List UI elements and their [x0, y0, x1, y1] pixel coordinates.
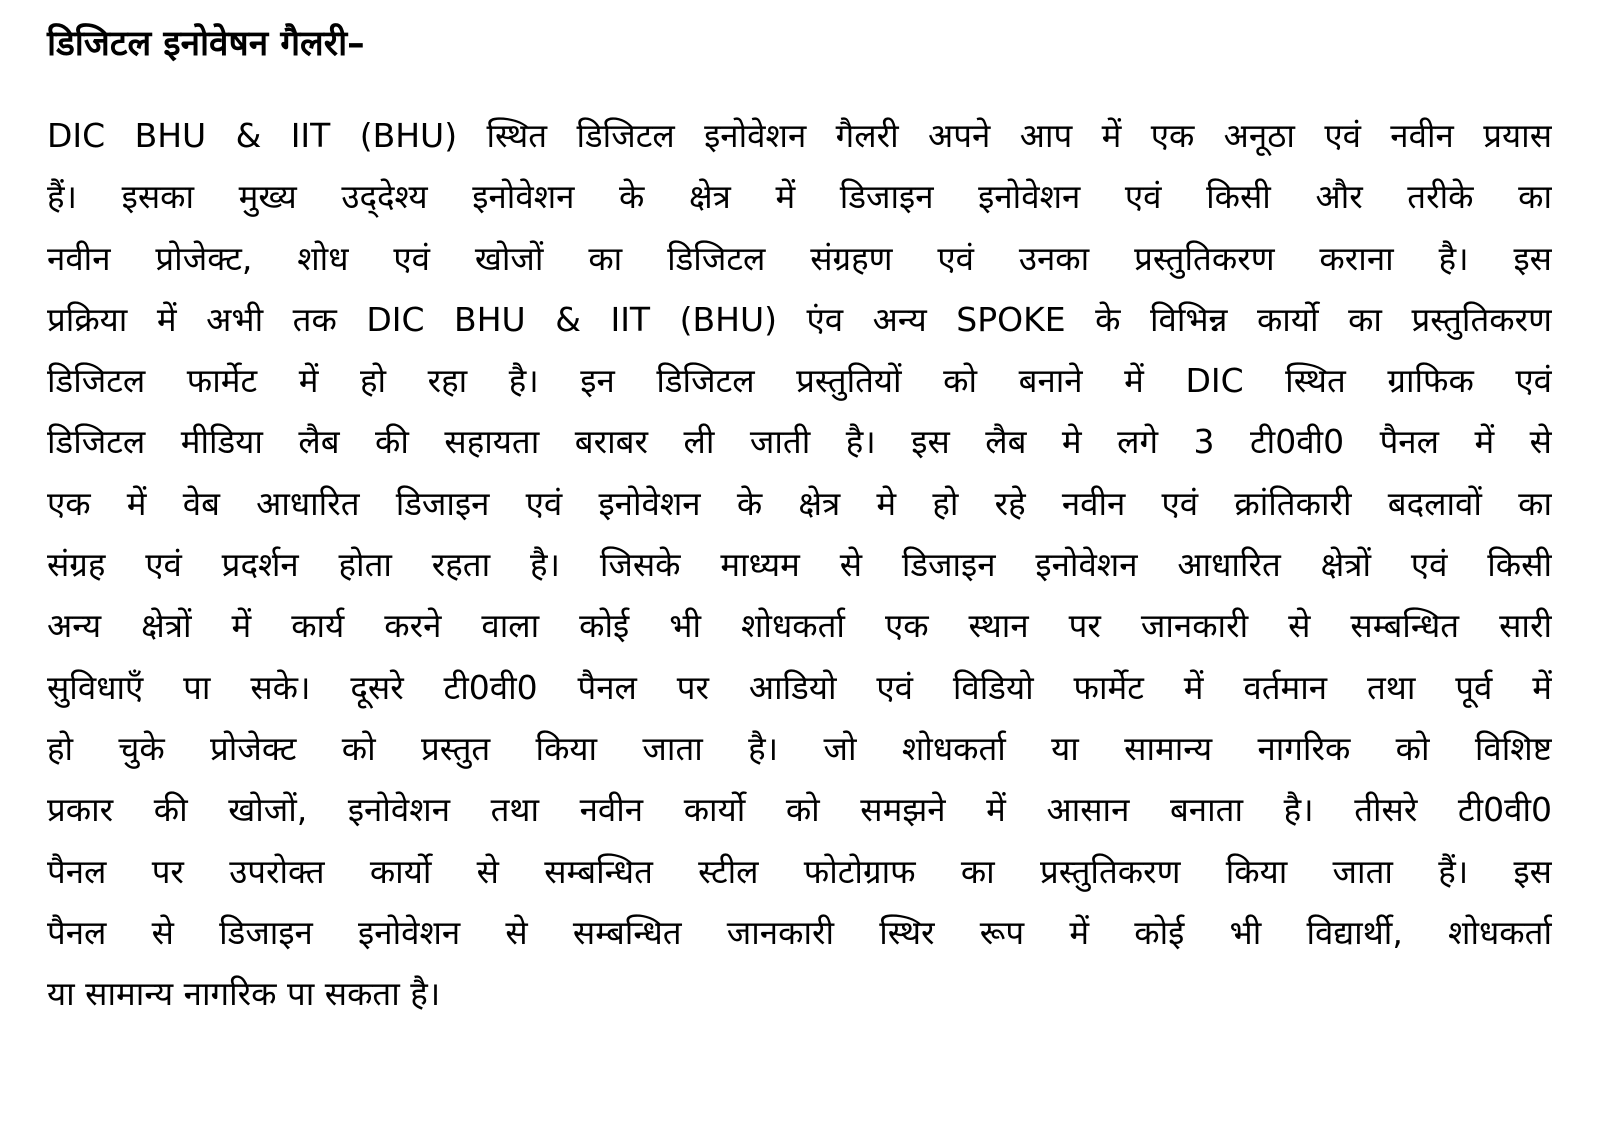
- paragraph-line: डिजिटल मीडिया लैब की सहायता बराबर ली जाती है। इस लैब मे लगे 3 टी0वी0 पैनल में से: [47, 422, 1552, 462]
- body-paragraph: [47, 105, 1552, 1024]
- paragraph-line: पैनल पर उपरोक्त कार्यो से सम्बन्धित स्टील फोटोग्राफ का प्रस्तुतिकरण किया जाता हैं। इस: [47, 851, 1552, 891]
- paragraph-line: या सामान्य नागरिक पा सकता है।: [47, 974, 441, 1014]
- paragraph-line: पैनल से डिजाइन इनोवेशन से सम्बन्धित जानकारी स्थिर रूप में कोई भी विद्यार्थी, शोधकर्ता: [47, 912, 1552, 952]
- paragraph-line: DIC BHU & IIT (BHU) स्थित डिजिटल इनोवेशन गैलरी अपने आप में एक अनूठा एवं नवीन प्रयास: [47, 116, 1552, 155]
- paragraph-line: प्रक्रिया में अभी तक DIC BHU & IIT (BHU) एंव अन्य SPOKE के विभिन्न कार्यो का प्रस्तुतिकरण: [47, 299, 1552, 339]
- paragraph-line: एक में वेब आधारित डिजाइन एवं इनोवेशन के क्षेत्र मे हो रहे नवीन एवं क्रांतिकारी बदलावों का: [47, 483, 1552, 523]
- paragraph-line: हो चुके प्रोजेक्ट को प्रस्तुत किया जाता है। जो शोधकर्ता या सामान्य नागरिक को विशिष्ट: [47, 728, 1552, 768]
- paragraph-line: संग्रह एवं प्रदर्शन होता रहता है। जिसके माध्यम से डिजाइन इनोवेशन आधारित क्षेत्रों एवं किसी: [47, 545, 1552, 585]
- paragraph-line: अन्य क्षेत्रों में कार्य करने वाला कोई भी शोधकर्ता एक स्थान पर जानकारी से सम्बन्धित सारी: [47, 606, 1552, 646]
- paragraph-line: हैं। इसका मुख्य उद्‌देश्य इनोवेशन के क्षेत्र में डिजाइन इनोवेशन एवं किसी और तरीके का: [47, 177, 1552, 217]
- paragraph-line: डिजिटल फार्मेट में हो रहा है। इन डिजिटल प्रस्तुतियों को बनाने में DIC स्थित ग्राफिक एवं: [47, 361, 1552, 401]
- paragraph-line: प्रकार की खोजों, इनोवेशन तथा नवीन कार्यो को समझने में आसान बनाता है। तीसरे टी0वी0: [47, 790, 1552, 830]
- document-heading: डिजिटल इनोवेषन गैलरी–: [47, 24, 365, 64]
- paragraph-line: सुविधाएँ पा सके। दूसरे टी0वी0 पैनल पर आडियो एवं विडियो फार्मेट में वर्तमान तथा पूर्व में: [47, 667, 1552, 707]
- paragraph-line: नवीन प्रोजेक्ट, शोध एवं खोजों का डिजिटल संग्रहण एवं उनका प्रस्तुतिकरण कराना है। इस: [47, 238, 1552, 278]
